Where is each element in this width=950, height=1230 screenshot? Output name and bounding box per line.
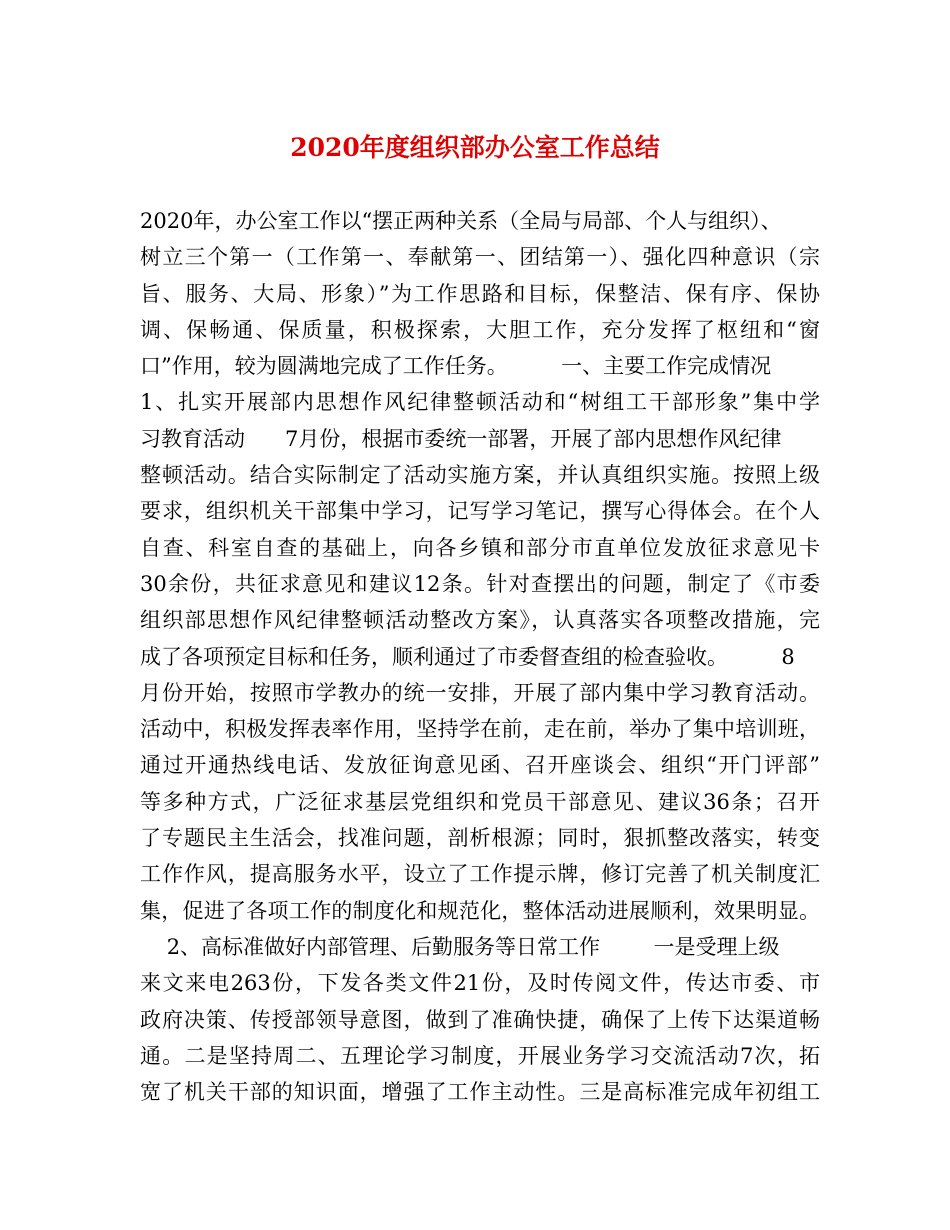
body-line: 30余份，共征求意见和建议12条。针对查摆出的问题，制定了《市委 [140, 571, 820, 596]
body-line: 工作作风，提高服务水平，设立了工作提示牌，修订完善了机关制度汇 [140, 862, 820, 887]
body-line: 宽了机关干部的知识面，增强了工作主动性。三是高标准完成年初组工 [140, 1080, 820, 1105]
document-body [140, 203, 820, 1110]
body-line: 通。二是坚持周二、五理论学习制度，开展业务学习交流活动7次，拓 [140, 1043, 820, 1068]
body-line: 2020年，办公室工作以“摆正两种关系（全局与局部、个人与组织）、 [140, 209, 782, 233]
body-line: 旨、服务、大局、形象）”为工作思路和目标，保整洁、保有序、保协 [140, 281, 820, 306]
body-line: 通过开通热线电话、发放征询意见函、召开座谈会、组织“开门评部” [140, 753, 820, 778]
body-line: 活动中，积极发挥表率作用，坚持学在前，走在前，举办了集中培训班， [140, 717, 820, 742]
body-line: 等多种方式，广泛征求基层党组织和党员干部意见、建议36条；召开 [140, 789, 820, 814]
document-title: 2020年度组织部办公室工作总结 [290, 133, 660, 162]
body-line: 集，促进了各项工作的制度化和规范化，整体活动进展顺利，效果明显。 [140, 898, 820, 923]
body-line: 习教育活动 7月份，根据市委统一部署，开展了部内思想作风纪律 [140, 426, 782, 451]
body-line: 成了各项预定目标和任务，顺利通过了市委督查组的检查验收。 8 [140, 644, 795, 669]
body-line: 1、扎实开展部内思想作风纪律整顿活动和“树组工干部形象”集中学 [140, 390, 820, 415]
body-line: 整顿活动。结合实际制定了活动实施方案，并认真组织实施。按照上级 [140, 463, 820, 488]
body-line: 了专题民主生活会，找准问题，剖析根源；同时，狠抓整改落实，转变 [140, 826, 820, 851]
body-line: 月份开始，按照市学教办的统一安排，开展了部内集中学习教育活动。 [140, 680, 820, 705]
body-line: 自查、科室自查的基础上，向各乡镇和部分市直单位发放征求意见卡 [140, 535, 820, 560]
body-line: 树立三个第一（工作第一、奉献第一、团结第一）、强化四种意识（宗 [140, 245, 820, 270]
body-line: 2、高标准做好内部管理、后勤服务等日常工作 一是受理上级 [140, 934, 780, 959]
body-line: 口”作用，较为圆满地完成了工作任务。 一、主要工作完成情况 [140, 354, 772, 379]
body-line: 组织部思想作风纪律整顿活动整改方案》，认真落实各项整改措施，完 [140, 608, 820, 633]
body-line: 政府决策、传授部领导意图，做到了准确快捷，确保了上传下达渠道畅 [140, 1007, 820, 1032]
body-line: 要求，组织机关干部集中学习，记写学习笔记，撰写心得体会。在个人 [140, 499, 820, 524]
body-line: 来文来电263份，下发各类文件21份，及时传阅文件，传达市委、市 [140, 971, 820, 996]
body-line: 调、保畅通、保质量，积极探索，大胆工作，充分发挥了枢纽和“窗 [140, 317, 820, 342]
